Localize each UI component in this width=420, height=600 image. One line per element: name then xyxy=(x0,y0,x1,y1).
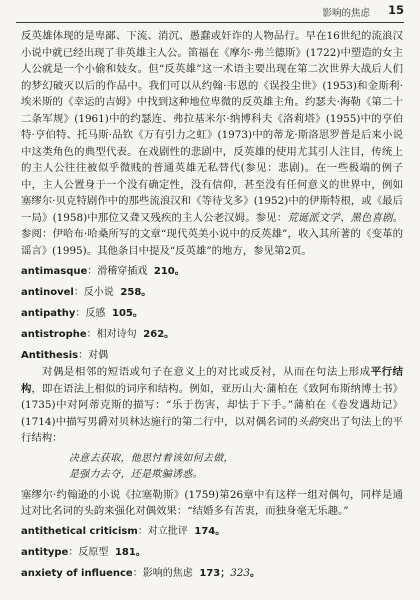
entry-page-ref: 181 xyxy=(114,547,136,558)
entry-page-ref: 262 xyxy=(143,328,165,340)
entry-page-ref-italic: 323 xyxy=(230,567,251,579)
entry-antitype: antitype：反原型 181。 xyxy=(21,547,146,558)
antihero-text: 反英雄体现的是卑鄙、下流、消沉、愚蠢或奸诈的人物品行。早在16世纪的流浪汉小说中就已经出现了非英雄主人公。笛福在《摩尔·弗兰德斯》(1722)中塑造的女主人公就是一个小偷和妓女。但“反英雄”这一术语主要出现在第二次世界大战后人们的梦幻破灭以后的作品中。我们可以从约翰·韦恩的《误投尘世》(1953)和金斯利·埃米斯的《幸运的吉姆》中找到这种地位卑微的反英雄主角。约瑟夫·海勒《第二十二条军规》(1961)中的约瑟连、弗拉基米尔·纳博科夫《洛莉塔》(1955)中的亨伯特·亨伯特、托马斯·品钦《万有引力之虹》(1973)中的蒂龙·斯洛思罗普是后来小说中这类角色的典型代表。在戏剧性的悲剧中，反英雄的使用尤其引人注目，传统上的主人公往往被似乎微贱的普通英雄无私替代(参见：悲剧)。在一些极端的例子中，主人公置身于一个没有确定性，没有信仰，甚至没有任何意义的世界中，例如塞缪尔·贝克特剧作中的那些流浪汉和《等待戈多》(1952)中的伊斯特根，或《最后一局》(1958)中那位又聋又残疾的主人公老汉姆。参见： xyxy=(21,30,403,224)
entry-headword: anxiety of influence xyxy=(21,568,133,579)
antihero-paragraph xyxy=(21,28,403,259)
entry-gloss: ：影响的焦虑 xyxy=(132,568,193,579)
antithesis-text-3: 突出了句法上的平行结构： xyxy=(21,415,403,444)
entry-page-ref: 105 xyxy=(112,307,133,319)
entry-antithetical-criticism: antithetical criticism：对立批评 174。 xyxy=(21,526,226,537)
antithesis-text-2: ，即在语法上相似的词序和结构。例如，亚历山大·蒲柏在《致阿布斯纳博士书》(1735)中对阿蒂克斯的描写：“乐于伤害，却怯于下手。”蒲柏在《卷发遇劫记》(1714)中描写男爵对贝林达施行的第二行中，以对偶名词的 xyxy=(21,382,403,428)
antithesis-text-1: 对偶是相邻的短语或句子在意义上的对比或反衬，从而在句法上形成 xyxy=(42,366,371,378)
entry-headword: antipathy xyxy=(21,307,76,319)
entry-gloss: ：反小说 xyxy=(73,286,114,298)
entry-antimasque: antimasque：滑稽穿插戏 210。 xyxy=(21,265,185,277)
antihero-see-terms: 荒诞派文学、黑色喜剧 xyxy=(287,211,393,224)
running-header xyxy=(16,2,404,23)
page-number: 15 xyxy=(387,3,404,17)
entry-anxiety-of-influence: anxiety of influence：影响的焦虑 173；323。 xyxy=(21,567,261,579)
entry-page-ref: 174 xyxy=(194,526,216,537)
entry-gloss: ：滑稽穿插戏 xyxy=(87,265,148,277)
antithesis-term-parallelism: 平行结构 xyxy=(21,366,404,395)
entry-gloss: ：对立批评 xyxy=(137,526,188,537)
entry-headword: Antithesis xyxy=(21,349,79,361)
entry-gloss: ：反感 xyxy=(75,307,106,319)
johnson-paragraph: 塞缪尔·约翰逊的小说《拉塞勒斯》(1759)第26章中有这样一组对偶句，同样是通过对比名词的头韵来强化对偶效果：“结婚多有苦衷，而独身毫无乐趣。” xyxy=(21,488,403,517)
entry-headword: antistrophe xyxy=(21,328,87,340)
entry-page-ref: 210 xyxy=(153,265,175,277)
entry-antinovel: antinovel：反小说 258。 xyxy=(21,286,152,298)
entry-headword: antithetical criticism xyxy=(21,526,138,537)
antithesis-paragraph xyxy=(21,364,403,447)
entry-antipathy: antipathy：反感 105。 xyxy=(21,307,143,319)
entry-page-ref: 258 xyxy=(120,286,142,298)
entry-headword: antinovel xyxy=(21,286,74,298)
entry-headword: antitype xyxy=(21,547,69,558)
entry-gloss: ：反原型 xyxy=(68,547,109,558)
entry-gloss: ：对偶 xyxy=(78,349,109,361)
entry-gloss: ：相对诗句 xyxy=(86,328,137,340)
antihero-text-tail: 。参阅：伊哈布·哈桑所写的文章“现代英美小说中的反英雄”，收入其所著的《变革的谣言》(1995)。其他条目中提及“反英雄”的地方，参见第2页。 xyxy=(21,211,403,257)
entry-page-ref: 173 xyxy=(199,568,221,579)
antithesis-term-alliteration: 头韵 xyxy=(297,415,319,428)
entry-antithesis-heading xyxy=(21,347,403,365)
entry-headword: antimasque xyxy=(21,265,88,277)
entry-antistrophe: antistrophe：相对诗句 262。 xyxy=(21,328,175,340)
running-title: 影响的焦虑 xyxy=(322,8,370,19)
verse-line: 决意去获取，他思忖着该如何去做， xyxy=(69,452,234,464)
page-content xyxy=(21,28,403,583)
verse-line: 是强力去夺，还是欺骗诱惑。 xyxy=(69,468,203,480)
verse-quotation xyxy=(69,451,403,483)
